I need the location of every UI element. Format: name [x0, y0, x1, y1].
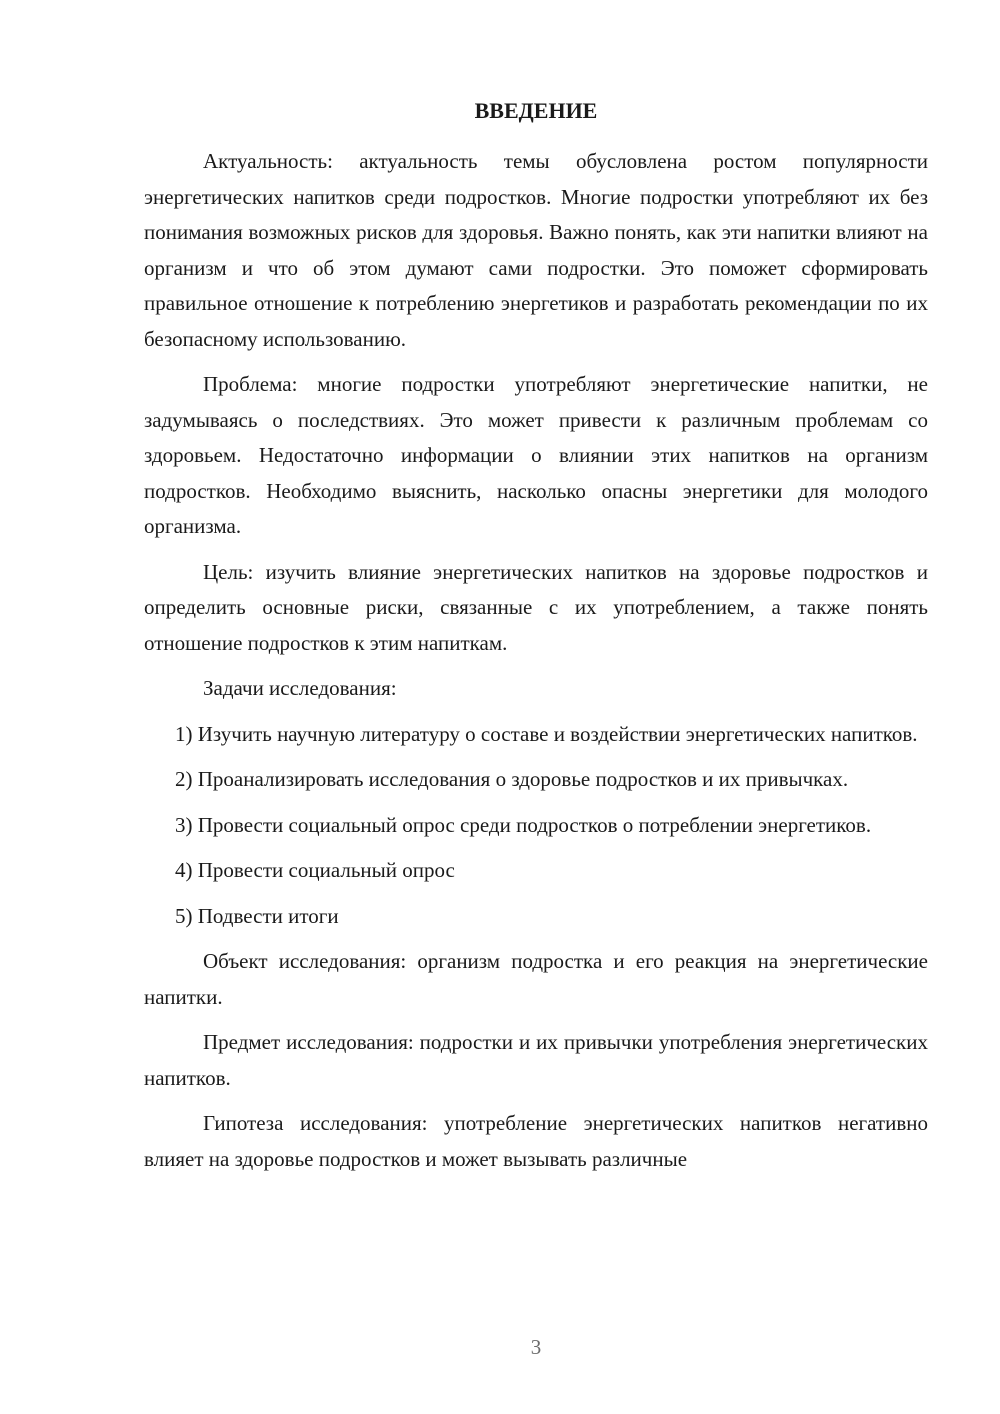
relevance-paragraph: Актуальность: актуальность темы обусловлена ростом популярности энергетических напитков среди подростков. Многие подростки употребляют их без понимания возможных рисков для здоровья. Важно понять, как эти напитки влияют на организм и что об этом думают сами подростки. Это поможет сформировать правильное отношение к потреблению энергетиков и разработать рекомендации по их безопасному использованию.	[144, 149, 928, 351]
object-paragraph: Объект исследования: организм подростка и его реакция на энергетические напитки.	[144, 949, 928, 1009]
tasks-heading: Задачи исследования:	[203, 676, 397, 700]
task-item: 2) Проанализировать исследования о здоровье подростков и их привычках.	[175, 767, 849, 791]
task-item: 5) Подвести итоги	[175, 903, 339, 928]
goal-paragraph: Цель: изучить влияние энергетических напитков на здоровье подростков и определить основные риски, связанные с их употреблением, а также понять отношение подростков к этим напиткам.	[144, 559, 928, 655]
task-item: 3) Провести социальный опрос среди подростков о потреблении энергетиков.	[175, 812, 872, 837]
section-heading: ВВЕДЕНИЕ	[474, 98, 598, 123]
hypothesis-paragraph: Гипотеза исследования: употребление энергетических напитков негативно влияет на здоровье подростков и может вызывать различные	[144, 1111, 928, 1171]
task-item: 4) Провести социальный опрос	[175, 858, 455, 882]
problem-paragraph: Проблема: многие подростки употребляют энергетические напитки, не задумываясь о последствиях. Это может привести к различным проблемам со здоровьем. Недостаточно информации о влиянии этих напитков на организм подростков. Необходимо выяснить, насколько опасны энергетики для молодого организма.	[144, 372, 928, 538]
page-number: 3	[530, 1335, 542, 1359]
page-body	[144, 96, 928, 1177]
subject-paragraph: Предмет исследования: подростки и их привычки употребления энергетических напитков.	[144, 1030, 928, 1090]
task-item: 1) Изучить научную литературу о составе и воздействии энергетических напитков.	[175, 721, 918, 746]
